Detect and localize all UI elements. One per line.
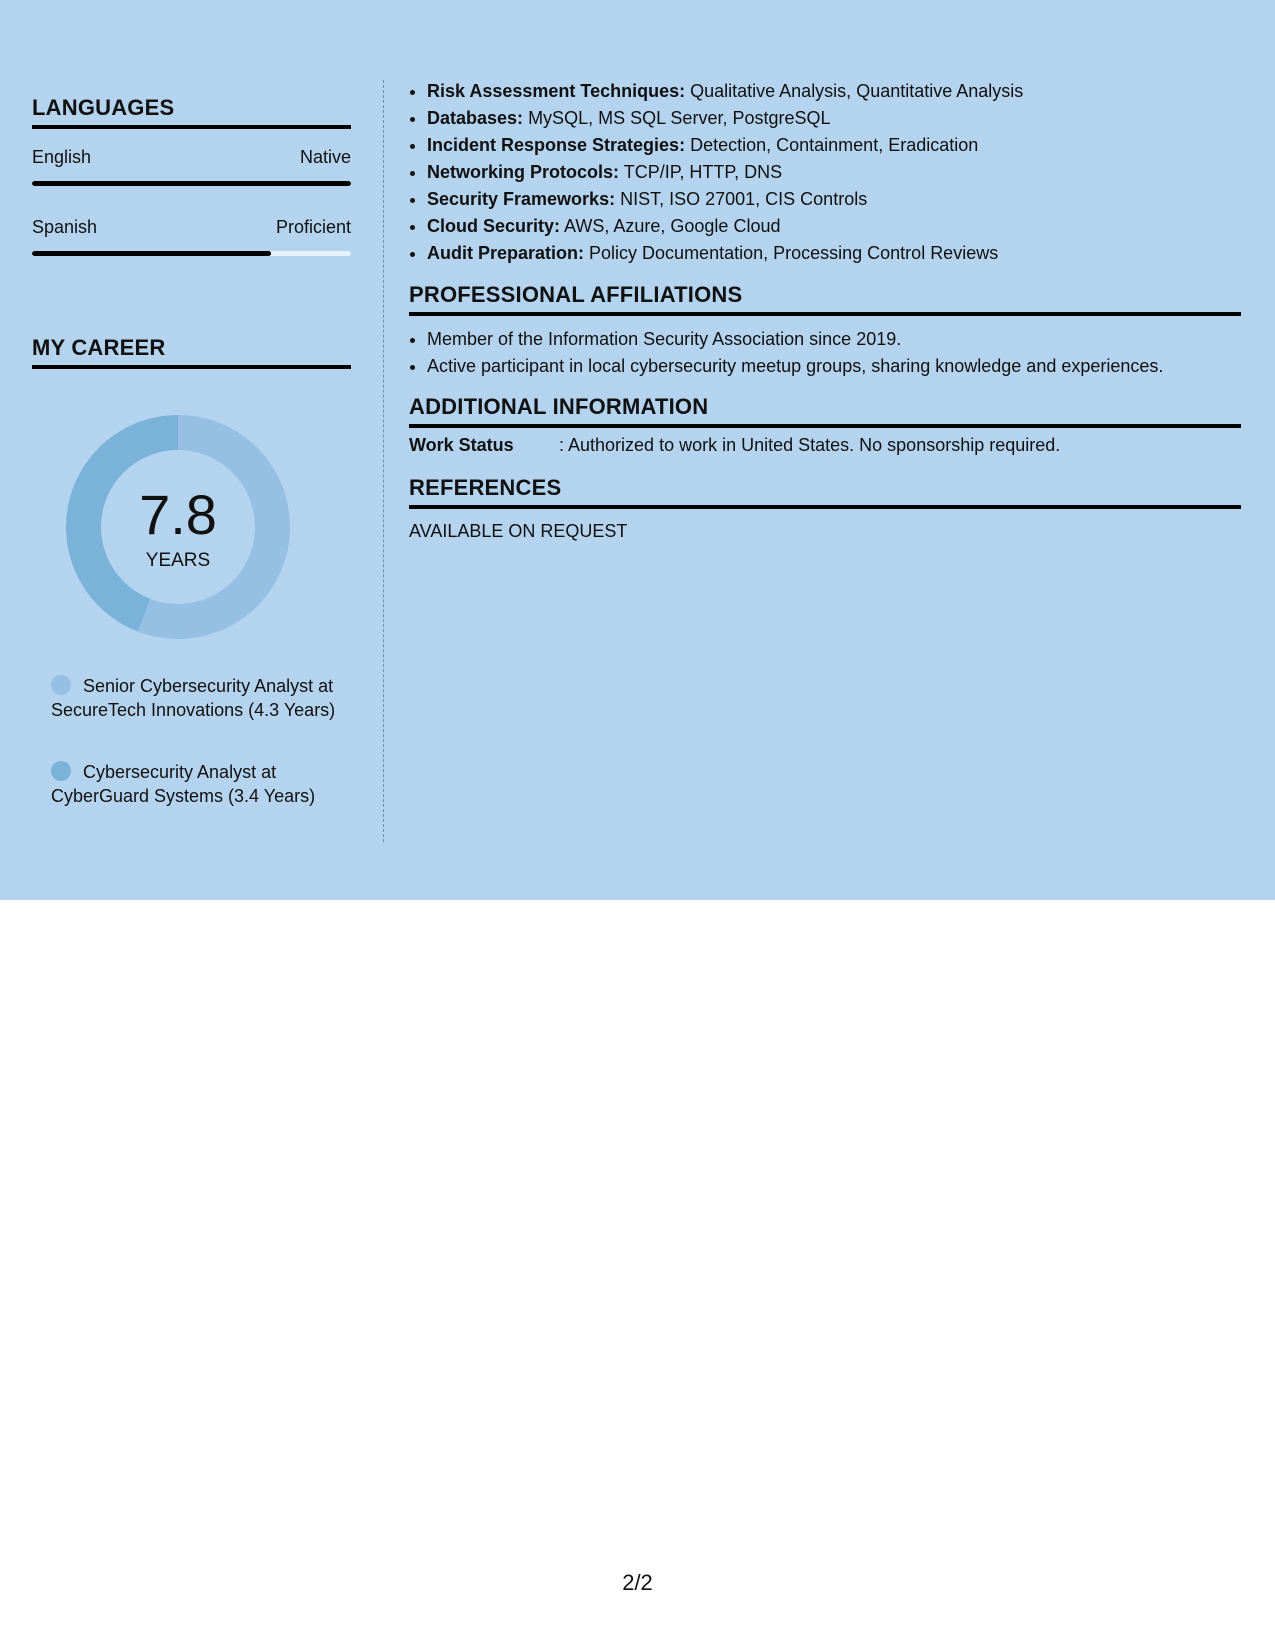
skill-value: Qualitative Analysis, Quantitative Analysis (690, 81, 1024, 101)
affiliation-item: • Active participant in local cybersecurity meetup groups, sharing knowledge and experiences. (427, 353, 1241, 380)
language-row (32, 199, 351, 269)
language-proficiency-bar (32, 251, 351, 256)
affiliation-item: • Member of the Information Security Association since 2019. (427, 326, 1241, 353)
skill-label: Databases: (427, 108, 524, 128)
language-name: Spanish (32, 217, 98, 237)
skill-item (427, 159, 1241, 186)
affiliations-title: PROFESSIONAL AFFILIATIONS (409, 282, 1241, 316)
skill-value: AWS, Azure, Google Cloud (564, 216, 781, 236)
language-level: Proficient (275, 217, 351, 237)
legend-label: Cybersecurity Analyst at CyberGuard Systems (3.4 Years) (51, 762, 316, 806)
skill-label: Networking Protocols: (427, 162, 620, 182)
work-status-label: Work Status (409, 435, 514, 455)
career-title: MY CAREER (32, 335, 351, 369)
references-text: AVAILABLE ON REQUEST (409, 521, 628, 541)
skill-value: MySQL, MS SQL Server, PostgreSQL (528, 108, 831, 128)
additional-info-title: ADDITIONAL INFORMATION (409, 394, 1241, 428)
skill-label: Audit Preparation: (427, 243, 585, 263)
legend-dot-icon (51, 675, 71, 695)
donut-center (66, 415, 290, 639)
languages-section (32, 95, 351, 269)
skill-item (427, 78, 1241, 105)
work-status-row (409, 432, 1241, 459)
language-proficiency-fill (32, 251, 271, 256)
skill-item (427, 105, 1241, 132)
skill-value: Detection, Containment, Eradication (690, 135, 979, 155)
legend-dot-icon (51, 761, 71, 781)
languages-title: LANGUAGES (32, 95, 351, 129)
career-total-years: 7.8 (139, 483, 217, 546)
column-divider (383, 80, 384, 842)
language-name: English (32, 147, 92, 167)
right-column (409, 0, 1241, 542)
work-status-value: : Authorized to work in United States. No sponsorship required. (559, 435, 1061, 455)
career-legend-item (51, 674, 341, 722)
language-proficiency-bar (32, 181, 351, 186)
legend-label: Senior Cybersecurity Analyst at SecureTech Innovations (4.3 Years) (51, 676, 336, 720)
language-row (32, 129, 351, 199)
skills-list (409, 78, 1241, 267)
career-donut-chart (66, 415, 290, 639)
language-level: Native (299, 147, 351, 167)
career-total-unit: YEARS (145, 550, 211, 571)
career-legend-item (51, 760, 341, 808)
skill-item (427, 186, 1241, 213)
skill-value: NIST, ISO 27001, CIS Controls (620, 189, 868, 209)
skill-item (427, 132, 1241, 159)
skill-label: Security Frameworks: (427, 189, 616, 209)
language-proficiency-fill (32, 181, 351, 186)
skill-label: Incident Response Strategies: (427, 135, 686, 155)
career-section (32, 335, 351, 369)
skill-label: Cloud Security: (427, 216, 561, 236)
affiliations-list (409, 326, 1241, 380)
skill-value: TCP/IP, HTTP, DNS (623, 162, 783, 182)
page-number: 2/2 (622, 1570, 653, 1595)
skill-label: Risk Assessment Techniques: (427, 81, 686, 101)
references-title: REFERENCES (409, 475, 1241, 509)
skill-item (427, 213, 1241, 240)
skill-value: Policy Documentation, Processing Control Reviews (589, 243, 999, 263)
skill-item (427, 240, 1241, 267)
